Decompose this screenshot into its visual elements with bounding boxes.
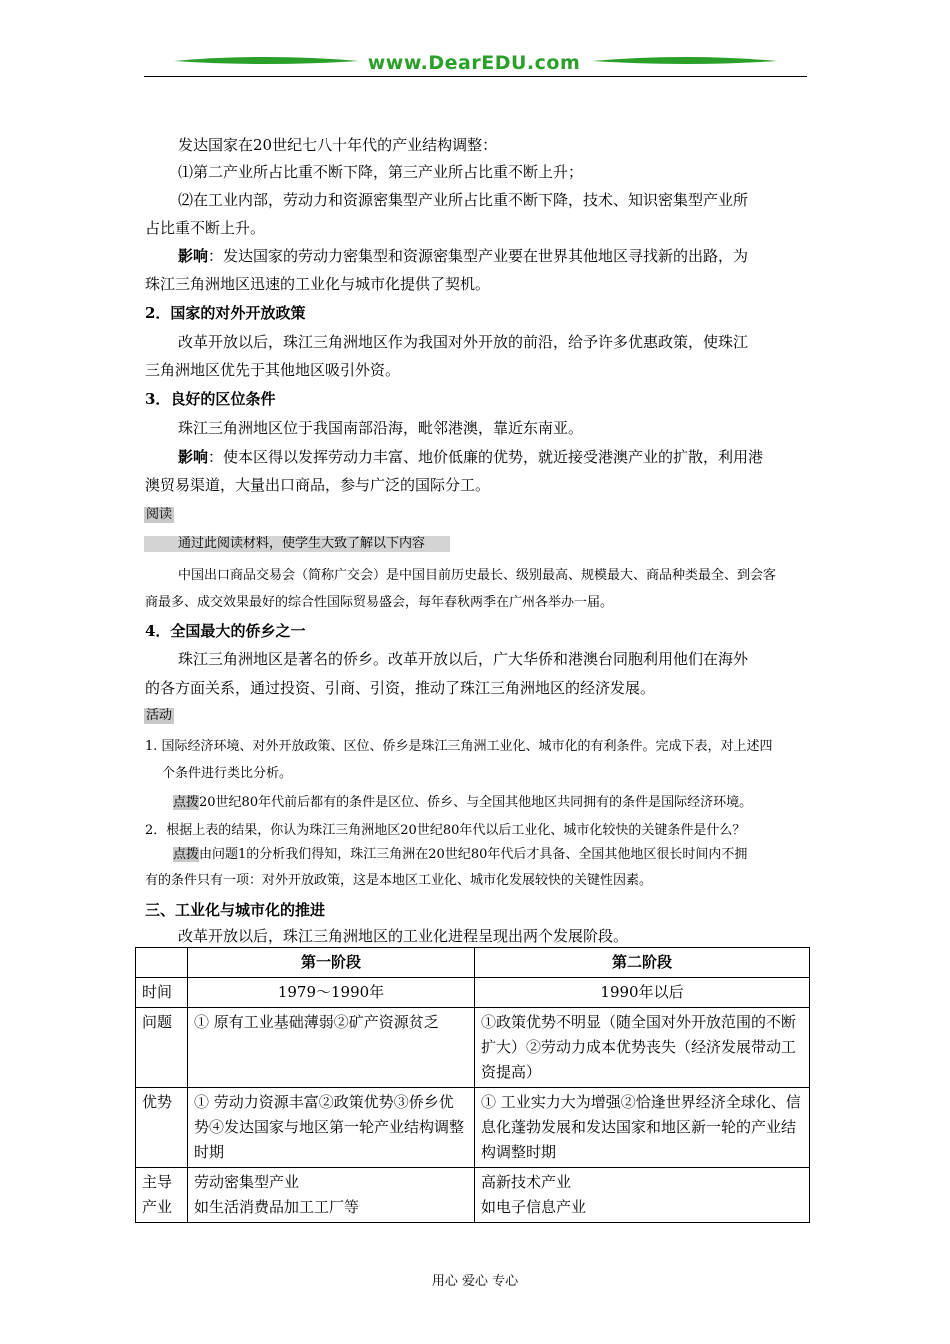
impact-paragraph: [178, 247, 748, 265]
reading-tag: 阅读: [146, 507, 173, 522]
impact-label: 影响: [178, 247, 209, 265]
row-label: 时间: [136, 978, 188, 1008]
list-item-cont: 占比重不断上升。: [145, 219, 266, 237]
table-cell: ① 原有工业基础薄弱②矿产资源贫乏: [188, 1008, 475, 1088]
stages-table: [135, 947, 810, 1223]
table-header-cell: 第一阶段: [188, 948, 475, 978]
paragraph-cont: 三角洲地区优先于其他地区吸引外资。: [145, 361, 401, 379]
reading-text-cont: 商最多、成交效果最好的综合性国际贸易盛会，每年春秋两季在广州各举办一届。: [145, 595, 614, 610]
activity-question: 2．根据上表的结果，你认为珠江三角洲地区20世纪80年代以后工业化、城市化较快的关键条件是什么？: [145, 823, 746, 838]
left-swoosh-graphic: [174, 56, 359, 66]
table-row: [136, 1168, 810, 1223]
activity-question: 1. 国际经济环境、对外开放政策、区位、侨乡是珠江三角洲工业化、城市化的有利条件。完成下表，对上述四: [145, 739, 773, 754]
paragraph: 改革开放以后，珠江三角洲地区作为我国对外开放的前沿，给予许多优惠政策，使珠江: [178, 333, 749, 351]
table-cell: ① 工业实力大为增强②恰逢世界经济全球化、信息化蓬勃发展和发达国家和地区新一轮的产业结构调整时期: [475, 1088, 810, 1168]
table-cell: 1979～1990年: [188, 978, 475, 1008]
hint-tag: 点拨: [173, 795, 200, 810]
cell-line: 劳动密集型产业: [194, 1173, 300, 1191]
cell-line: 如生活消费品加工工厂等: [194, 1198, 360, 1216]
table-cell: ①政策优势不明显（随全国对外开放范围的不断扩大）②劳动力成本优势丧失（经济发展带动工资提高）: [475, 1008, 810, 1088]
section-heading: 2．国家的对外开放政策: [145, 304, 306, 322]
table-cell: ① 劳动力资源丰富②政策优势③侨乡优势④发达国家与地区第一轮产业结构调整时期: [188, 1088, 475, 1168]
hint-tag: 点拨: [173, 847, 200, 862]
paragraph: 珠江三角洲地区是著名的侨乡。改革开放以后，广大华侨和港澳台同胞利用他们在海外: [178, 650, 749, 668]
header-rule: [144, 76, 807, 77]
table-corner-cell: [136, 948, 188, 978]
list-item: ⑵在工业内部，劳动力和资源密集型产业所占比重不断下降，技术、知识密集型产业所: [178, 191, 749, 209]
hint-text: 20世纪80年代前后都有的条件是区位、侨乡、与全国其他地区共同拥有的条件是国际经济环境。: [199, 795, 753, 810]
table-header-cell: 第二阶段: [475, 948, 810, 978]
list-item: ⑴第二产业所占比重不断下降，第三产业所占比重不断上升；: [178, 163, 584, 181]
paragraph: 发达国家在20世纪七八十年代的产业结构调整：: [178, 136, 498, 154]
table-header-row: [136, 948, 810, 978]
table-row: [136, 1008, 810, 1088]
activity-question-cont: 个条件进行类比分析。: [162, 766, 293, 781]
page-header: [144, 52, 807, 82]
section-heading: 4．全国最大的侨乡之一: [145, 622, 306, 640]
site-logo: www.DearEDU.com: [367, 52, 581, 74]
hint-paragraph: [173, 794, 752, 812]
paragraph-cont: 珠江三角洲地区迅速的工业化与城市化提供了契机。: [145, 275, 491, 293]
right-swoosh-graphic: [592, 56, 777, 66]
paragraph: 改革开放以后，珠江三角洲地区的工业化进程呈现出两个发展阶段。: [178, 927, 629, 945]
paragraph-cont: 的各方面关系，通过投资、引商、引资，推动了珠江三角洲地区的经济发展。: [145, 679, 656, 697]
page-footer: 用心 爱心 专心: [431, 1274, 519, 1289]
table-row: [136, 1088, 810, 1168]
table-cell: [188, 1168, 475, 1223]
impact-text: ：使本区得以发挥劳动力丰富、地价低廉的优势，就近接受港澳产业的扩散，利用港: [208, 448, 764, 466]
activity-tag: 活动: [146, 708, 173, 723]
impact-label: 影响: [178, 448, 209, 466]
section-heading: 三、工业化与城市化的推进: [145, 901, 326, 919]
impact-text: ：发达国家的劳动力密集型和资源密集型产业要在世界其他地区寻找新的出路，为: [208, 247, 749, 265]
hint-text-cont: 有的条件只有一项：对外开放政策，这是本地区工业化、城市化发展较快的关键性因素。: [145, 873, 653, 888]
hint-text: 由问题1的分析我们得知，珠江三角洲在20世纪80年代后才具备、全国其他地区很长时间内不拥: [199, 847, 748, 862]
reading-intro: 通过此阅读材料，使学生大致了解以下内容: [178, 536, 426, 551]
table-cell: [475, 1168, 810, 1223]
hint-paragraph: [173, 846, 747, 864]
cell-line: 如电子信息产业: [481, 1198, 587, 1216]
table-cell: 1990年以后: [475, 978, 810, 1008]
row-label: 问题: [136, 1008, 188, 1088]
section-heading: 3．良好的区位条件: [145, 390, 276, 408]
reading-text: 中国出口商品交易会（简称广交会）是中国目前历史最长、级别最高、规模最大、商品种类最全、到会客: [178, 568, 777, 583]
row-label: 主导产业: [136, 1168, 188, 1223]
paragraph-cont: 澳贸易渠道，大量出口商品，参与广泛的国际分工。: [145, 476, 491, 494]
impact-paragraph: [178, 448, 763, 466]
paragraph: 珠江三角洲地区位于我国南部沿海，毗邻港澳，靠近东南亚。: [178, 419, 584, 437]
row-label: 优势: [136, 1088, 188, 1168]
cell-line: 高新技术产业: [481, 1173, 572, 1191]
table-row: [136, 978, 810, 1008]
